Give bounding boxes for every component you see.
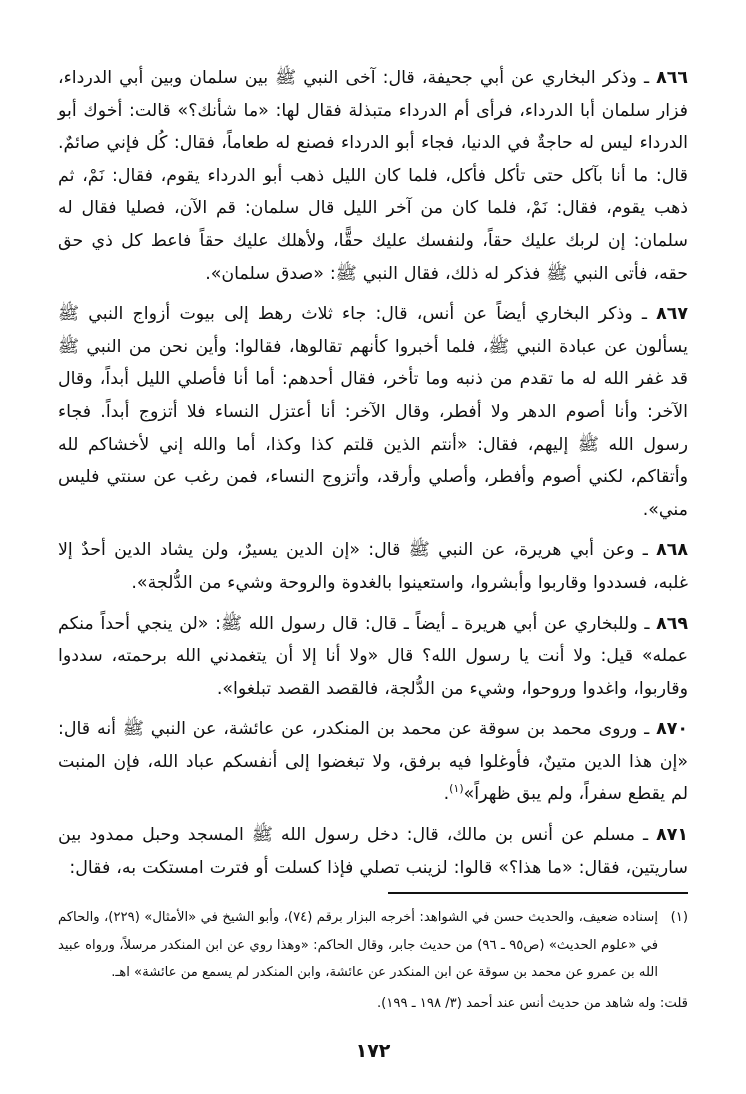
footnote-text: إسناده ضعيف، والحديث حسن في الشواهد: أخرجه البزار برقم (٧٤)، وأبو الشيخ في «الأمثال» (٢٢٩)، والحاكم في «علوم الحديث» (ص٩٥ ـ ٩٦) من حديث جابر، وقال الحاكم: «وهذا روي عن ابن المنكدر مرسلاً، ورواه عبيد الله بن عمرو عن محمد بن سوقة عن ابن المنكدر عن عائشة، وابن المنكدر لم يسمع من عائشة» اهـ. — [58, 910, 659, 981]
hadith-871 — [58, 819, 688, 884]
hadith-866 — [58, 62, 688, 290]
hadith-number: ٨٦٦ — [656, 68, 688, 88]
footnote-marker: (١) — [670, 910, 688, 926]
hadith-text: ـ وعن أبي هريرة، عن النبي ﷺ قال: «إن الدين يسيرٌ، ولن يشاد الدين أحدٌ إلا غلبه، فسددوا وقاربوا وأبشروا، واستعينوا بالغدوة والروحة وشيء من الدُّلجة». — [58, 540, 688, 593]
main-text — [58, 62, 688, 884]
footnote-divider — [388, 892, 688, 894]
footnote-reference[interactable]: (١) — [449, 782, 464, 796]
hadith-number: ٨٦٨ — [656, 540, 688, 561]
hadith-text: ـ مسلم عن أنس بن مالك، قال: دخل رسول الله ﷺ المسجد وحبل ممدود بين ساريتين، فقال: «ما هذا؟» قالوا: لزينب تصلي فإذا كسلت أو فترت امستكت به، فقال: — [58, 825, 688, 878]
hadith-870: ٨٧٠ ـ وروى محمد بن سوقة عن محمد بن المنكدر، عن عائشة، عن النبي ﷺ أنه قال: «إن هذا الدين متينٌ، فأوغلوا فيه برفق، ولا تبغضوا إلى أنفسكم عباد الله، فإن المنبت لم يقطع سفراً، ولم يبق ظهراً»$^{(١)}$. — [58, 719, 688, 805]
hadith-text: ـ وذكر البخاري عن أبي جحيفة، قال: آخى النبي ﷺ بين سلمان وبين أبي الدرداء، فزار سلمان أبا الدرداء، فرأى أم الدرداء متبذلة فقال لها: «ما شأنك؟» قالت: أخوك أبو الدرداء ليس له حاجةٌ في الدنيا، فجاء أبو الدرداء فصنع له طعاماً، فقال: كُل فإني صائمٌ. قال: ما أنا بآكل حتى تأكل فأكل، فلما كان الليل ذهب أبو الدرداء يقوم، فقال: نَمْ، ثم ذهب يقوم، فقال: نَمْ، فلما كان من آخر الليل قال سلمان: قم الآن، فصليا فقال له سلمان: إن لربك عليك حقاً، ولنفسك عليك حقًّا، ولأهلك عليك حقاً فاعط كل ذي حق حقه، فأتى النبي ﷺ فذكر له ذلك، فقال النبي ﷺ: «صدق سلمان». — [58, 68, 688, 284]
hadith-text: ـ وللبخاري عن أبي هريرة ـ أيضاً ـ قال: قال رسول الله ﷺ: «لن ينجي أحداً منكم عمله» قيل: ولا أنت يا رسول الله؟ قال «ولا أنا إلا أن يتغمدني الله برحمته، سددوا وقاربوا، واغدوا وروحوا، وشيء من الدُّلجة، فالقصد القصد تبلغوا». — [58, 613, 688, 699]
hadith-text: ـ وذكر البخاري أيضاً عن أنس، قال: جاء ثلاث رهط إلى بيوت أزواج النبي ﷺ يسألون عن عبادة النبي ﷺ، فلما أخبروا كأنهم تقالوها، فقالوا: وأين نحن من النبي ﷺ قد غفر الله له ما تقدم من ذنبه وما تأخر، فقال أحدهم: أما أنا فأصلي الليل أبداً، وقال الآخر: وأنا أصوم الدهر ولا أفطر، وقال الآخر: أنا أعتزل النساء فلا أتزوج أبداً. فجاء رسول الله ﷺ إليهم، فقال: «أنتم الذين قلتم كذا وكذا، أما والله إني لأخشاكم لله وأتقاكم، لكني أصوم وأفطر، وأصلي وأرقد، وأتزوج النساء، فمن رغب عن سنتي فليس مني». — [58, 304, 688, 520]
page-number: ١٧٢ — [355, 1040, 391, 1062]
footnote-1 — [58, 904, 688, 986]
hadith-867 — [58, 298, 688, 526]
footnotes — [58, 904, 688, 1018]
hadith-text: ـ وروى محمد بن سوقة عن محمد بن المنكدر، عن عائشة، عن النبي ﷺ أنه قال: «إن هذا الدين متينٌ، فأوغلوا فيه برفق، ولا تبغضوا إلى أنفسكم عباد الله، فإن المنبت لم يقطع سفراً، ولم يبق ظهراً» — [58, 719, 688, 805]
hadith-869 — [58, 608, 688, 706]
hadith-number: ٨٦٩ — [656, 613, 688, 634]
footnote-extra: قلت: وله شاهد من حديث أنس عند أحمد (٣/ ١٩٨ ـ ١٩٩). — [376, 996, 688, 1012]
hadith-868 — [58, 534, 688, 599]
hadith-number: ٨٦٧ — [656, 304, 689, 325]
hadith-number: ٨٧٠ — [656, 719, 688, 740]
hadith-number: ٨٧١ — [656, 825, 689, 846]
